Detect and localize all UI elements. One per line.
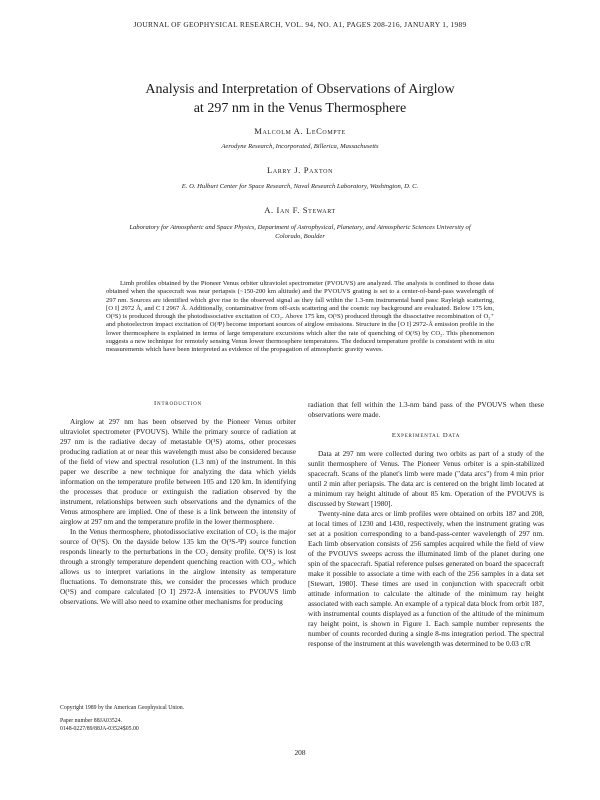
experimental-paragraph-1: Data at 297 nm were collected during two orbits as part of a study of the sunlit thermosphere of Venus. The Pioneer Venus orbiter is a spin-stabilized spacecraft. Scans of the planet's limb were made ("data arcs") from 4 min prior until 2 min after periapsis. The data arc is centered on the bright limb located at a minimum ray height altitude of about 85 km. Operation of the PVOUVS is discussed by Stewart [1980].: [308, 449, 544, 508]
right-column: [308, 400, 544, 649]
intro-continuation: radiation that fell within the 1.3-nm band pass of the PVOUVS when these observations were made.: [308, 400, 544, 419]
author-1-name: Malcolm A. LeCompte: [254, 126, 346, 136]
experimental-paragraph-2: Twenty-nine data arcs or limb profiles were obtained on orbits 187 and 208, at local times of 1230 and 1430, respectively, when the instrument grating was set at a position corresponding to a band-pass-center wavelength of 297 nm. Each limb observation consists of 256 samples acquired while the field of view of the PVOUVS sweeps across the illuminated limb of the planet during one spin of the spacecraft. Spatial reference pulses generated on board the spacecraft make it possible to associate a time with each of the 256 samples in a data set [Stewart, 1980]. These times are used in conjunction with spacecraft orbit attitude information to calculate the altitude of the minimum ray height associated with each sample. An example of a typical data block from orbit 187, with instrumental counts displayed as a function of the altitude of the minimum ray height point, is shown in Figure 1. Each sample number represents the number of counts recorded during a single 8-ms integration period. The spectral response of the instrument at this wavelength was determined to be 0.03 c/R: [308, 509, 544, 648]
running-head: JOURNAL OF GEOPHYSICAL RESEARCH, VOL. 94, NO. A1, PAGES 208-216, JANUARY 1, 1989: [133, 20, 467, 29]
title-line-2: at 297 nm in the Venus Thermosphere: [193, 101, 407, 116]
introduction-heading: Introduction: [154, 400, 202, 407]
intro-paragraph-1: Airglow at 297 nm has been observed by the Pioneer Venus orbiter ultraviolet spectrometer (PVOUVS). While the primary source of radiation at 297 nm is the radiative decay of metastable O(¹S) atoms, other processes producing radiation at or near this wavelength must also be considered because of the field of view and spectral resolution (1.3 nm) of the instrument. In this paper we describe a new technique for analyzing the data which yields information on the temperature profile between 105 and 120 km. In identifying the processes that produce or extinguish the radiation observed by the instrument, relationships between such observations and the dynamics of the Venus atmosphere are implied. One of these is a link between the intensity of airglow at 297 nm and the temperature profile in the lower thermosphere.: [60, 417, 296, 526]
page-number: 208: [294, 748, 306, 757]
experimental-data-heading: Experimental Data: [391, 432, 461, 439]
title-line-1: Analysis and Interpretation of Observations of Airglow: [145, 82, 455, 97]
issn-code: 0148-0227/89/88JA-03524$05.00: [60, 726, 139, 732]
author-3-name: A. Ian F. Stewart: [264, 205, 336, 215]
author-2-name: Larry J. Paxton: [266, 165, 334, 175]
paper-number: Paper number 88JA03524.: [60, 718, 122, 724]
author-3-affiliation: Laboratory for Atmospheric and Space Physics, Department of Astrophysical, Planetary, and Atmospheric Sciences University of Colorado, Boulder: [129, 224, 471, 240]
intro-paragraph-2: In the Venus thermosphere, photodissociative excitation of CO₂ is the major source of O(¹S). On the dayside below 135 km the O(¹S-³P) source function responds linearly to the perturbations in the CO₂ density profile. O(¹S) is lost through a strongly temperature dependent quenching reaction with CO₂, which allows us to interpret variations in the airglow intensity as temperature fluctuations. To demonstrate this, we consider the processes which produce O(¹S) and compare calculated [O I] 2972-Å intensities to PVOUVS limb observations. We will also need to examine other mechanisms for producing: [60, 527, 296, 606]
copyright-notice: Copyright 1989 by the American Geophysical Union.: [60, 705, 185, 711]
abstract: Limb profiles obtained by the Pioneer Venus orbiter ultraviolet spectrometer (PVOUVS) are analyzed. The analysis is confined to those data obtained when the spacecraft was near periapsis (~150-200 km altitude) and the PVOUVS grating is set to a center-of-band-pass wavelength of 297 nm. Sources are identified which give rise to the observed signal as they fall within the 1.3-nm instrumental band pass: Rayleigh scattering, [O I] 2972 Å, and C I 2967 Å. Additionally, contaminative from off-axis scattering and the cosmic ray background are evaluated. Below 175 km, O(¹S) is produced through the photodissociative excitation of CO₂. Above 175 km, O(¹S) produced through the dissociative recombination of O₂⁺ and photoelectron impact excitation of O(³P) become important sources of airglow emissions. Structure in the [O I] 2972-Å emission profile in the lower thermosphere is explained in terms of large temperature excursions which alter the rate of quenching of O(¹S) by CO₂. This phenomenon suggests a new technique for remotely sensing Venus lower thermosphere temperatures. The deduced temperature profile is consistent with in situ measurements which have been interpreted as evidence of the propagation of atmospheric gravity waves.: [106, 280, 494, 353]
left-column: [60, 400, 296, 607]
author-2-affiliation: E. O. Hulburt Center for Space Research, Naval Research Laboratory, Washington, D. C.: [181, 183, 419, 190]
paper-title: [60, 80, 540, 118]
author-1-affiliation: Aerodyne Research, Incorporated, Billerica, Massachusetts: [221, 143, 379, 150]
